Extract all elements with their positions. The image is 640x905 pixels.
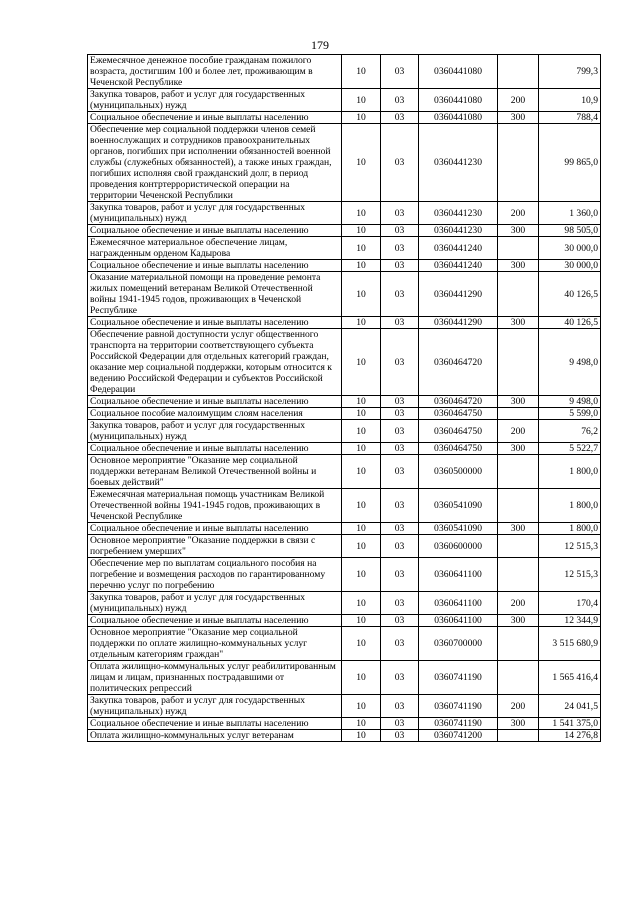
amount-cell: 788,4 <box>539 112 601 124</box>
table-row <box>88 627 601 661</box>
amount-cell: 24 041,5 <box>539 695 601 718</box>
expense-type-cell <box>498 272 539 317</box>
table-row <box>88 523 601 535</box>
expense-type-cell: 300 <box>498 396 539 408</box>
table-row <box>88 695 601 718</box>
subsection-code-cell: 03 <box>381 718 419 730</box>
subsection-code-cell: 03 <box>381 535 419 558</box>
target-article-cell: 0360500000 <box>419 455 498 489</box>
subsection-code-cell: 03 <box>381 558 419 592</box>
target-article-cell: 0360464750 <box>419 408 498 420</box>
target-article-cell: 0360741190 <box>419 695 498 718</box>
section-code-cell: 10 <box>342 443 381 455</box>
row-name-cell: Социальное пособие малоимущим слоям населения <box>88 408 342 420</box>
expense-type-cell: 200 <box>498 89 539 112</box>
expense-type-cell: 200 <box>498 202 539 225</box>
subsection-code-cell: 03 <box>381 523 419 535</box>
amount-cell: 3 515 680,9 <box>539 627 601 661</box>
section-code-cell: 10 <box>342 420 381 443</box>
row-name-cell: Социальное обеспечение и иные выплаты населению <box>88 317 342 329</box>
expense-type-cell <box>498 558 539 592</box>
subsection-code-cell: 03 <box>381 420 419 443</box>
amount-cell: 799,3 <box>539 55 601 89</box>
table-row <box>88 592 601 615</box>
table-row <box>88 443 601 455</box>
table-row <box>88 558 601 592</box>
row-name-cell: Ежемесячная материальная помощь участникам Великой Отечественной войны 1941-1945 годов, проживающих в Чеченской Республике <box>88 489 342 523</box>
amount-cell: 1 360,0 <box>539 202 601 225</box>
page-number: 179 <box>311 38 329 52</box>
row-name-cell: Основное мероприятие "Оказание мер социальной поддержки по оплате жилищно-коммунальных услуг отдельным категориям граждан" <box>88 627 342 661</box>
table-row <box>88 260 601 272</box>
subsection-code-cell: 03 <box>381 237 419 260</box>
expense-type-cell <box>498 237 539 260</box>
section-code-cell: 10 <box>342 396 381 408</box>
table-row <box>88 615 601 627</box>
section-code-cell: 10 <box>342 730 381 742</box>
expense-type-cell: 300 <box>498 260 539 272</box>
section-code-cell: 10 <box>342 55 381 89</box>
section-code-cell: 10 <box>342 455 381 489</box>
target-article-cell: 0360464720 <box>419 329 498 396</box>
table-row <box>88 420 601 443</box>
amount-cell: 30 000,0 <box>539 260 601 272</box>
row-name-cell: Социальное обеспечение и иные выплаты населению <box>88 260 342 272</box>
row-name-cell: Закупка товаров, работ и услуг для государственных (муниципальных) нужд <box>88 592 342 615</box>
row-name-cell: Обеспечение мер по выплатам социального пособия на погребение и возмещения расходов по гарантированному перечню услуг по погребению <box>88 558 342 592</box>
section-code-cell: 10 <box>342 89 381 112</box>
table-row <box>88 455 601 489</box>
section-code-cell: 10 <box>342 272 381 317</box>
section-code-cell: 10 <box>342 317 381 329</box>
expense-type-cell: 300 <box>498 615 539 627</box>
target-article-cell: 0360441080 <box>419 89 498 112</box>
section-code-cell: 10 <box>342 225 381 237</box>
amount-cell: 1 800,0 <box>539 523 601 535</box>
section-code-cell: 10 <box>342 408 381 420</box>
amount-cell: 14 276,8 <box>539 730 601 742</box>
section-code-cell: 10 <box>342 202 381 225</box>
subsection-code-cell: 03 <box>381 455 419 489</box>
table-row <box>88 112 601 124</box>
subsection-code-cell: 03 <box>381 443 419 455</box>
row-name-cell: Закупка товаров, работ и услуг для государственных (муниципальных) нужд <box>88 420 342 443</box>
subsection-code-cell: 03 <box>381 730 419 742</box>
expense-type-cell: 300 <box>498 718 539 730</box>
section-code-cell: 10 <box>342 237 381 260</box>
target-article-cell: 0360741190 <box>419 718 498 730</box>
row-name-cell: Закупка товаров, работ и услуг для государственных (муниципальных) нужд <box>88 695 342 718</box>
target-article-cell: 0360441240 <box>419 237 498 260</box>
target-article-cell: 0360464750 <box>419 420 498 443</box>
amount-cell: 1 541 375,0 <box>539 718 601 730</box>
table-row <box>88 89 601 112</box>
target-article-cell: 0360600000 <box>419 535 498 558</box>
expense-type-cell: 200 <box>498 592 539 615</box>
target-article-cell: 0360541090 <box>419 523 498 535</box>
amount-cell: 1 800,0 <box>539 455 601 489</box>
subsection-code-cell: 03 <box>381 55 419 89</box>
expense-type-cell <box>498 329 539 396</box>
row-name-cell: Социальное обеспечение и иные выплаты населению <box>88 443 342 455</box>
subsection-code-cell: 03 <box>381 202 419 225</box>
row-name-cell: Оказание материальной помощи на проведение ремонта жилых помещений ветеранам Великой Отечественной войны 1941-1945 годов, проживающих в Чеченской Республике <box>88 272 342 317</box>
row-name-cell: Социальное обеспечение и иные выплаты населению <box>88 225 342 237</box>
section-code-cell: 10 <box>342 112 381 124</box>
table-row <box>88 408 601 420</box>
target-article-cell: 0360441080 <box>419 112 498 124</box>
amount-cell: 99 865,0 <box>539 124 601 202</box>
table-row <box>88 272 601 317</box>
amount-cell: 12 344,9 <box>539 615 601 627</box>
amount-cell: 12 515,3 <box>539 558 601 592</box>
amount-cell: 30 000,0 <box>539 237 601 260</box>
table-row <box>88 55 601 89</box>
section-code-cell: 10 <box>342 124 381 202</box>
subsection-code-cell: 03 <box>381 317 419 329</box>
amount-cell: 40 126,5 <box>539 272 601 317</box>
target-article-cell: 0360741190 <box>419 661 498 695</box>
subsection-code-cell: 03 <box>381 408 419 420</box>
row-name-cell: Ежемесячное денежное пособие гражданам пожилого возраста, достигшим 100 и более лет, проживающим в Чеченской Республике <box>88 55 342 89</box>
amount-cell: 1 800,0 <box>539 489 601 523</box>
subsection-code-cell: 03 <box>381 592 419 615</box>
target-article-cell: 0360641100 <box>419 558 498 592</box>
row-name-cell: Социальное обеспечение и иные выплаты населению <box>88 396 342 408</box>
expense-type-cell <box>498 535 539 558</box>
subsection-code-cell: 03 <box>381 260 419 272</box>
expense-type-cell <box>498 627 539 661</box>
section-code-cell: 10 <box>342 661 381 695</box>
table-row <box>88 718 601 730</box>
row-name-cell: Основное мероприятие "Оказание поддержки в связи с погребением умерших" <box>88 535 342 558</box>
expense-type-cell <box>498 124 539 202</box>
target-article-cell: 0360464720 <box>419 396 498 408</box>
expense-type-cell <box>498 455 539 489</box>
target-article-cell: 0360441230 <box>419 202 498 225</box>
amount-cell: 10,9 <box>539 89 601 112</box>
target-article-cell: 0360700000 <box>419 627 498 661</box>
row-name-cell: Социальное обеспечение и иные выплаты населению <box>88 523 342 535</box>
amount-cell: 98 505,0 <box>539 225 601 237</box>
expense-type-cell: 300 <box>498 317 539 329</box>
amount-cell: 12 515,3 <box>539 535 601 558</box>
subsection-code-cell: 03 <box>381 225 419 237</box>
expense-type-cell <box>498 408 539 420</box>
section-code-cell: 10 <box>342 260 381 272</box>
row-name-cell: Основное мероприятие "Оказание мер социальной поддержки ветеранам Великой Отечественной войны и боевых действий" <box>88 455 342 489</box>
target-article-cell: 0360441230 <box>419 225 498 237</box>
expense-type-cell: 300 <box>498 443 539 455</box>
amount-cell: 40 126,5 <box>539 317 601 329</box>
row-name-cell: Закупка товаров, работ и услуг для государственных (муниципальных) нужд <box>88 89 342 112</box>
expense-type-cell <box>498 661 539 695</box>
row-name-cell: Социальное обеспечение и иные выплаты населению <box>88 615 342 627</box>
subsection-code-cell: 03 <box>381 627 419 661</box>
target-article-cell: 0360441240 <box>419 260 498 272</box>
amount-cell: 5 599,0 <box>539 408 601 420</box>
expense-type-cell: 200 <box>498 420 539 443</box>
expense-type-cell: 300 <box>498 225 539 237</box>
section-code-cell: 10 <box>342 718 381 730</box>
target-article-cell: 0360641100 <box>419 615 498 627</box>
section-code-cell: 10 <box>342 558 381 592</box>
section-code-cell: 10 <box>342 592 381 615</box>
target-article-cell: 0360741200 <box>419 730 498 742</box>
section-code-cell: 10 <box>342 535 381 558</box>
expense-type-cell: 200 <box>498 695 539 718</box>
row-name-cell: Социальное обеспечение и иные выплаты населению <box>88 718 342 730</box>
subsection-code-cell: 03 <box>381 89 419 112</box>
target-article-cell: 0360441290 <box>419 272 498 317</box>
expense-type-cell <box>498 55 539 89</box>
table-row <box>88 317 601 329</box>
section-code-cell: 10 <box>342 615 381 627</box>
row-name-cell: Оплата жилищно-коммунальных услуг ветеранам <box>88 730 342 742</box>
target-article-cell: 0360441230 <box>419 124 498 202</box>
expense-type-cell <box>498 730 539 742</box>
table-row <box>88 396 601 408</box>
subsection-code-cell: 03 <box>381 112 419 124</box>
section-code-cell: 10 <box>342 329 381 396</box>
table-row <box>88 202 601 225</box>
section-code-cell: 10 <box>342 695 381 718</box>
subsection-code-cell: 03 <box>381 124 419 202</box>
table-row <box>88 730 601 742</box>
table-row <box>88 237 601 260</box>
amount-cell: 5 522,7 <box>539 443 601 455</box>
target-article-cell: 0360464750 <box>419 443 498 455</box>
subsection-code-cell: 03 <box>381 396 419 408</box>
table-row <box>88 329 601 396</box>
row-name-cell: Закупка товаров, работ и услуг для государственных (муниципальных) нужд <box>88 202 342 225</box>
target-article-cell: 0360441080 <box>419 55 498 89</box>
target-article-cell: 0360541090 <box>419 489 498 523</box>
row-name-cell: Социальное обеспечение и иные выплаты населению <box>88 112 342 124</box>
row-name-cell: Обеспечение мер социальной поддержки членов семей военнослужащих и сотрудников правоохранительных органов, погибших при исполнении обязанностей военной службы (служебных обязанностей), а также иных граждан, погибших исполняя свой гражданский долг, в период проведения контртеррористической операции на территории Чеченской Республики <box>88 124 342 202</box>
amount-cell: 9 498,0 <box>539 329 601 396</box>
budget-table-body <box>88 55 601 742</box>
subsection-code-cell: 03 <box>381 661 419 695</box>
table-row <box>88 225 601 237</box>
subsection-code-cell: 03 <box>381 489 419 523</box>
table-row <box>88 124 601 202</box>
table-row <box>88 661 601 695</box>
subsection-code-cell: 03 <box>381 272 419 317</box>
expense-type-cell <box>498 489 539 523</box>
amount-cell: 1 565 416,4 <box>539 661 601 695</box>
table-row <box>88 489 601 523</box>
row-name-cell: Ежемесячное материальное обеспечение лицам, награжденным орденом Кадырова <box>88 237 342 260</box>
row-name-cell: Оплата жилищно-коммунальных услуг реабилитированным лицам и лицам, признанных пострадавшими от политических репрессий <box>88 661 342 695</box>
subsection-code-cell: 03 <box>381 329 419 396</box>
subsection-code-cell: 03 <box>381 615 419 627</box>
section-code-cell: 10 <box>342 523 381 535</box>
budget-table <box>87 54 601 742</box>
subsection-code-cell: 03 <box>381 695 419 718</box>
target-article-cell: 0360441290 <box>419 317 498 329</box>
expense-type-cell: 300 <box>498 523 539 535</box>
section-code-cell: 10 <box>342 627 381 661</box>
target-article-cell: 0360641100 <box>419 592 498 615</box>
section-code-cell: 10 <box>342 489 381 523</box>
amount-cell: 9 498,0 <box>539 396 601 408</box>
amount-cell: 76,2 <box>539 420 601 443</box>
amount-cell: 170,4 <box>539 592 601 615</box>
row-name-cell: Обеспечение равной доступности услуг общественного транспорта на территории соответствующего субъекта Российской Федерации для отдельных категорий граждан, оказание мер социальной поддержки, которым относится к ведению Российской Федерации и субъектов Российской Федерации <box>88 329 342 396</box>
table-row <box>88 535 601 558</box>
expense-type-cell: 300 <box>498 112 539 124</box>
